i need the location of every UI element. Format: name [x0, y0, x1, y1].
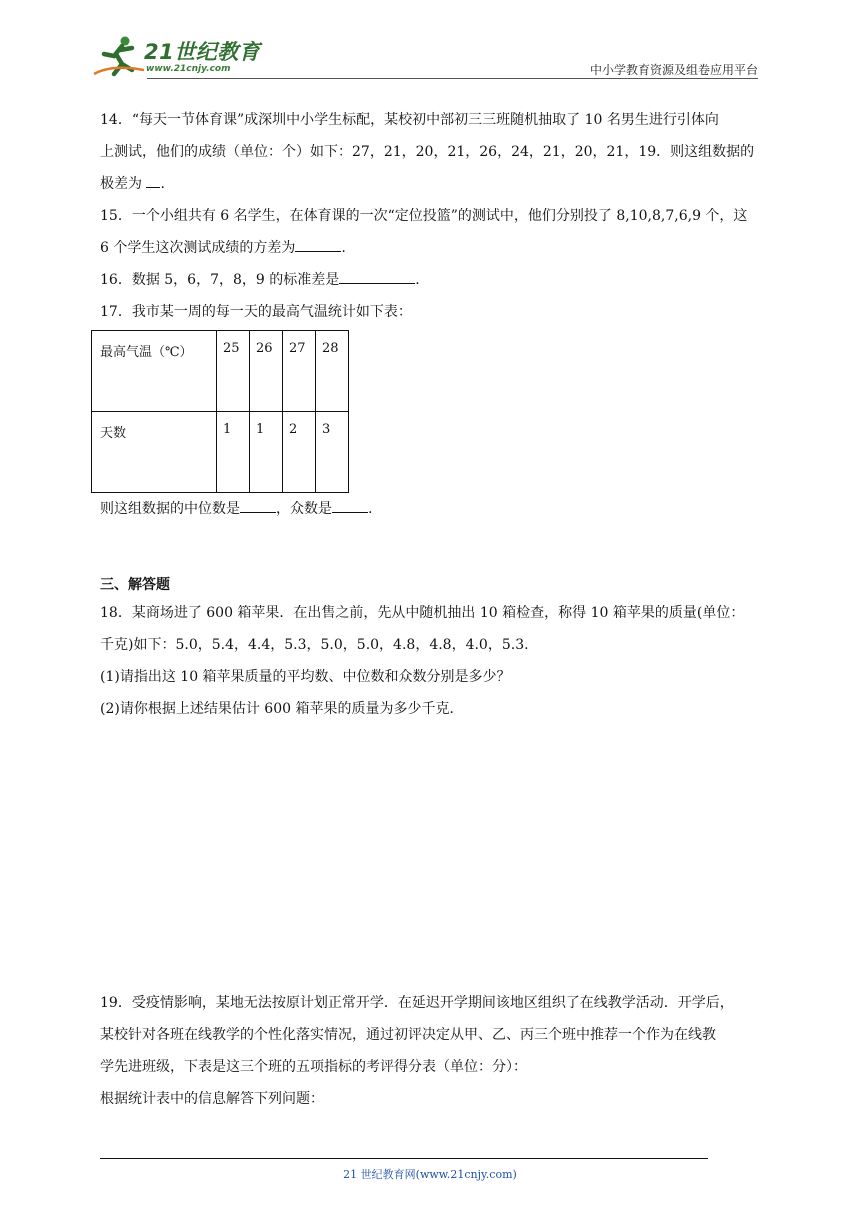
answer-blank [339, 269, 415, 284]
q18-line1: 18．某商场进了 600 箱苹果．在出售之前，先从中随机抽出 10 箱检查，称得 10 箱苹果的质量(单位： [100, 605, 745, 621]
q15-line2 [100, 232, 764, 264]
q17-period: . [368, 501, 373, 517]
platform-name: 中小学教育资源及组卷应用平台 [589, 63, 758, 77]
q17-text: 则这组数据的中位数是 [100, 501, 240, 517]
table-row [92, 412, 349, 493]
logo-url: www.21cnjy.com [146, 64, 231, 74]
q19-line2: 某校针对各班在线教学的个性化落实情况，通过初评决定从甲、乙、丙三个班中推荐一个作为在线教 [100, 1027, 716, 1043]
document-body [100, 104, 764, 1115]
table-cell: 26 [250, 331, 283, 412]
row-header-temp: 最高气温（℃） [92, 331, 217, 412]
page-header [92, 32, 758, 80]
q14-period: . [160, 176, 165, 192]
q18-line2: 千克)如下：5.0，5.4，4.4，5.3，5.0，5.0，4.8，4.8，4.0，5.3. [100, 637, 529, 653]
running-man-icon [92, 34, 146, 78]
q14-text: 极差为 [100, 176, 147, 192]
q19-line3: 学先进班级，下表是这三个班的五项指标的考评得分表（单位：分）： [100, 1059, 527, 1075]
section-heading: 三、解答题 [100, 577, 170, 593]
answer-blank [240, 498, 276, 513]
logo-text: 21世纪教育 [144, 40, 261, 64]
q16-line [100, 264, 764, 296]
table-row [92, 331, 349, 412]
answer-blank [295, 237, 341, 252]
table-cell: 2 [283, 412, 316, 493]
table-cell: 1 [217, 412, 250, 493]
q16-period: . [415, 272, 420, 288]
q14-line2: 上测试，他们的成绩（单位：个）如下：27，21，20，21，26，24，21，20，21，19．则这组数据的 [100, 144, 755, 160]
footer-divider [100, 1158, 708, 1159]
q15-text: 6 个学生这次测试成绩的方差为 [100, 240, 296, 256]
q17-after [100, 493, 764, 525]
table-cell: 3 [316, 412, 349, 493]
footer-text: 21 世纪教育网(www.21cnjy.com) [343, 1168, 517, 1181]
q15-period: . [341, 240, 346, 256]
answer-blank [332, 498, 368, 513]
q14-line3 [100, 168, 764, 200]
q18-part1: (1)请指出这 10 箱苹果质量的平均数、中位数和众数分别是多少？ [100, 669, 511, 685]
q19-line4: 根据统计表中的信息解答下列问题： [100, 1091, 324, 1107]
q18-part2: (2)请你根据上述结果估计 600 箱苹果的质量为多少千克． [100, 701, 464, 717]
table-cell: 1 [250, 412, 283, 493]
q15-line1: 15．一个小组共有 6 名学生，在体育课的一次“定位投篮”的测试中，他们分别投了 8,10,8,7,6,9 个，这 [100, 208, 748, 224]
table-cell: 27 [283, 331, 316, 412]
q19-line1: 19．受疫情影响，某地无法按原计划正常开学．在延迟开学期间该地区组织了在线教学活动．开学后， [100, 995, 734, 1011]
site-logo [92, 34, 262, 80]
table-cell: 25 [217, 331, 250, 412]
q16-text: 16．数据 5，6，7，8，9 的标准差是 [100, 272, 340, 288]
q14-line1: 14．“每天一节体育课”成深圳中小学生标配，某校初中部初三三班随机抽取了 10 名男生进行引体向 [100, 112, 719, 128]
q17-intro: 17．我市某一周的每一天的最高气温统计如下表： [100, 304, 412, 320]
row-header-days: 天数 [92, 412, 217, 493]
answer-blank [146, 173, 160, 188]
temperature-table [91, 330, 349, 493]
answer-space [100, 725, 764, 987]
q17-text-mid: ，众数是 [276, 501, 332, 517]
header-divider [147, 78, 758, 79]
table-cell: 28 [316, 331, 349, 412]
